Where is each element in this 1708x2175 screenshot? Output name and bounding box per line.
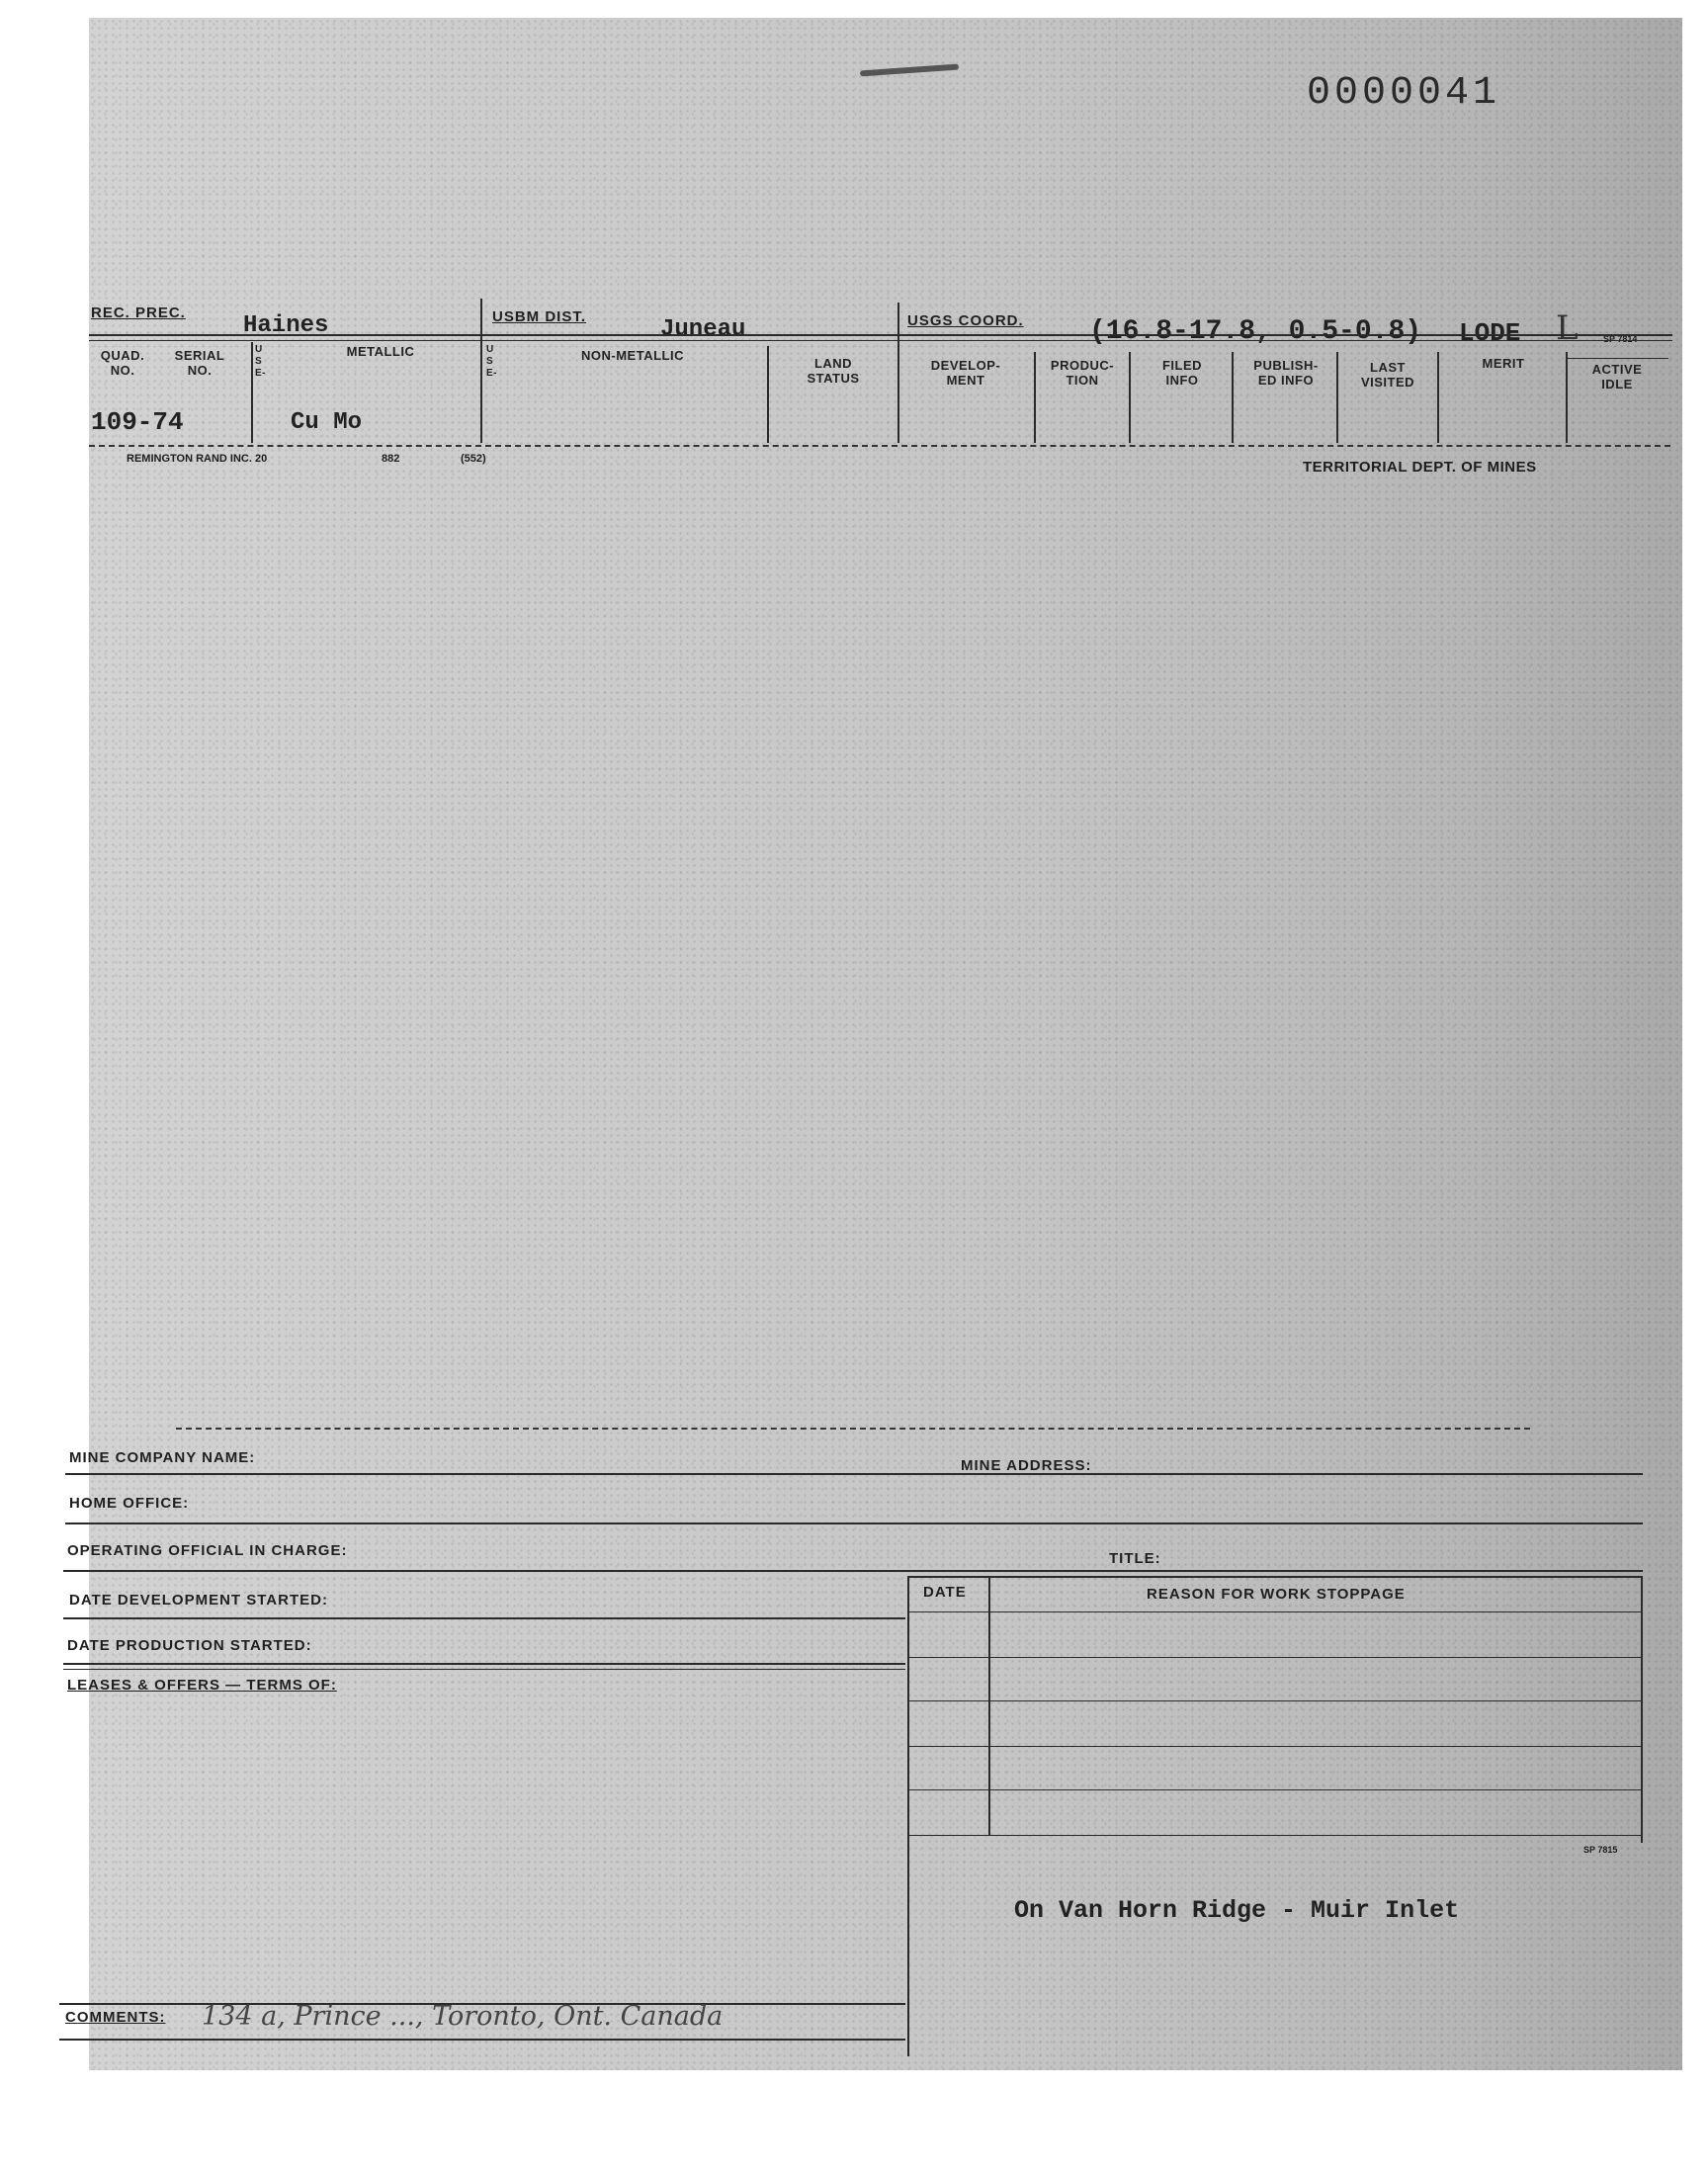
stoppage-date-divider: [988, 1576, 990, 1835]
rule-operating-official: [63, 1570, 1643, 1572]
status-subrule: [1566, 358, 1668, 359]
rule-date-development: [63, 1617, 905, 1619]
rec-prec-label: REC. PREC.: [91, 304, 186, 321]
date-development-label: DATE DEVELOPMENT STARTED:: [69, 1592, 328, 1609]
rule-comments-bottom: [59, 2039, 905, 2041]
col-published-info: PUBLISH- ED INFO: [1253, 358, 1319, 388]
home-office-label: HOME OFFICE:: [69, 1495, 190, 1512]
stoppage-rule-3: [907, 1700, 1643, 1701]
rec-prec-value: Haines: [243, 312, 329, 339]
header-rule-top: [89, 334, 1672, 336]
col-use-metallic: U S E-: [255, 344, 266, 379]
col-land-status: LAND STATUS: [807, 356, 860, 386]
stoppage-table-left: [907, 1576, 909, 2056]
stoppage-reason-header: REASON FOR WORK STOPPAGE: [1147, 1586, 1406, 1603]
mine-company-label: MINE COMPANY NAME:: [69, 1449, 256, 1466]
col-production: PRODUC- TION: [1050, 358, 1115, 388]
title-label: TITLE:: [1109, 1550, 1161, 1567]
col-rule-use1: [251, 342, 253, 443]
col-rule-land: [767, 346, 769, 443]
col-rule-pub: [1336, 352, 1338, 443]
comments-label: COMMENTS:: [65, 2009, 166, 2026]
form-code-bottom: SP 7815: [1583, 1845, 1618, 1855]
document-number: 0000041: [1307, 71, 1501, 116]
col-filed-info: FILED INFO: [1161, 358, 1203, 388]
metallic-value: Cu Mo: [291, 409, 363, 436]
stoppage-rule-6: [907, 1835, 1643, 1836]
mine-address-label: MINE ADDRESS:: [961, 1457, 1092, 1474]
stoppage-rule-5: [907, 1789, 1643, 1790]
printer-code-2: (552): [461, 453, 486, 465]
quad-serial-value: 109-74: [91, 407, 184, 437]
col-quad-no: QUAD. NO.: [100, 348, 145, 378]
stoppage-rule-2: [907, 1657, 1643, 1658]
col-rule-last: [1437, 352, 1439, 443]
department-name: TERRITORIAL DEPT. OF MINES: [1303, 459, 1537, 476]
col-active-idle: ACTIVE IDLE: [1591, 362, 1643, 392]
rule-date-production: [63, 1663, 905, 1665]
usgs-coord-label: USGS COORD.: [907, 312, 1024, 329]
stoppage-rule-1: [907, 1611, 1643, 1612]
rule-home-office: [65, 1522, 1643, 1524]
header-rule-bottom: [89, 340, 1672, 341]
stoppage-rule-top: [907, 1576, 1643, 1578]
usbm-dist-value: Juneau: [660, 316, 746, 343]
operating-official-label: OPERATING OFFICIAL IN CHARGE:: [67, 1542, 348, 1559]
col-development: DEVELOP- MENT: [930, 358, 1001, 388]
type-mark: L: [1556, 308, 1579, 348]
col-rule-merit: [1566, 352, 1568, 443]
col-last-visited: LAST VISITED: [1360, 360, 1415, 390]
col-serial-no: SERIAL NO.: [174, 348, 225, 378]
usbm-dist-label: USBM DIST.: [492, 308, 587, 325]
stoppage-rule-4: [907, 1746, 1643, 1747]
stoppage-date-header: DATE: [923, 1584, 967, 1601]
col-rule-dev: [1034, 352, 1036, 443]
date-production-label: DATE PRODUCTION STARTED:: [67, 1637, 312, 1654]
rule-mine-company: [65, 1473, 1643, 1475]
usgs-coord-value: (16.8-17.8, 0.5-0.8): [1089, 316, 1422, 347]
comments-value: 134 a, Prince ..., Toronto, Ont. Canada: [202, 2001, 724, 2032]
type-value: LODE: [1459, 318, 1521, 348]
col-use-nonmetallic: U S E-: [486, 344, 497, 379]
col-rule-prod: [1129, 352, 1131, 443]
leases-label: LEASES & OFFERS — TERMS OF:: [67, 1677, 337, 1694]
col-merit: MERIT: [1482, 356, 1525, 371]
col-metallic: METALLIC: [346, 344, 415, 359]
form-code-top: SP 7814: [1603, 334, 1638, 344]
col-nonmetallic: NON-METALLIC: [581, 348, 684, 363]
col-rule-filed: [1232, 352, 1234, 443]
printer-credit: REMINGTON RAND INC. 20: [127, 453, 268, 465]
rule-date-production-2: [63, 1669, 905, 1670]
header-divider-1: [480, 299, 482, 443]
location-note: On Van Horn Ridge - Muir Inlet: [1014, 1896, 1460, 1925]
stoppage-table-right: [1641, 1576, 1643, 1843]
printer-code-1: 882: [382, 453, 400, 465]
row-dashed-rule: [89, 445, 1670, 447]
section-dashed-rule: [176, 1428, 1530, 1430]
